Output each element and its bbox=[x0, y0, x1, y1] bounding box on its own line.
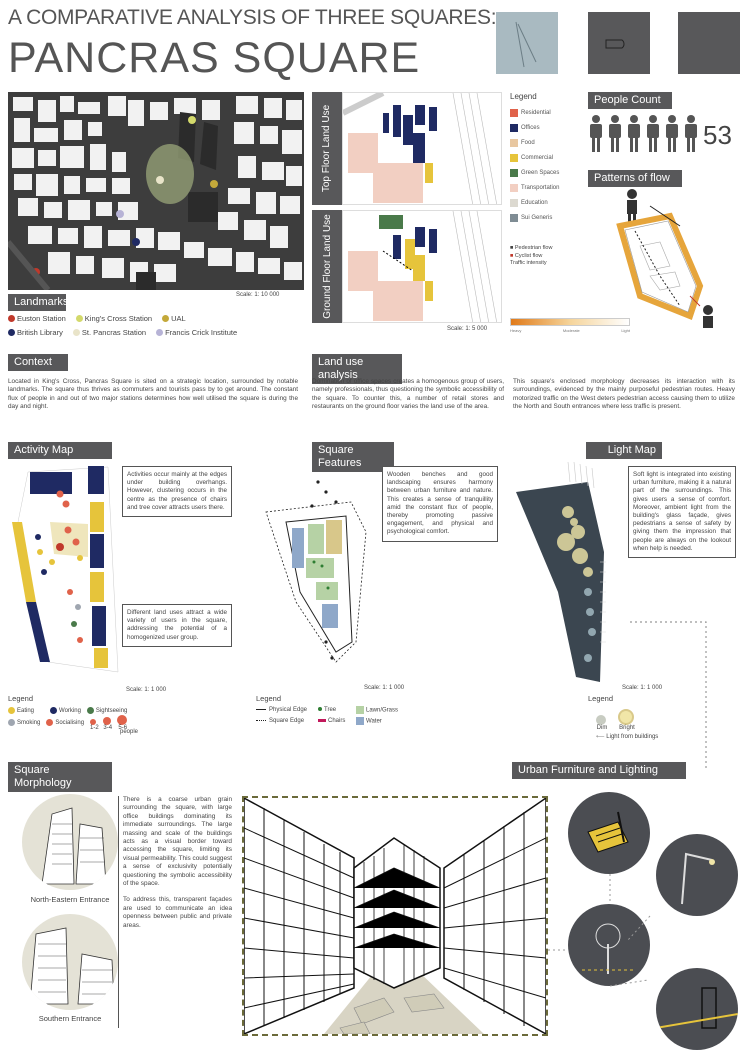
legend-green: Green Spaces bbox=[510, 165, 582, 180]
patterns-diagram bbox=[590, 186, 735, 336]
legend-socialising: Socialising bbox=[46, 719, 84, 726]
features-note: Wooden benches and good landscaping ensures harmony between urban furniture and nature. This creates a sense of tranquillity amid the constant flux of people, thereby promoting passive engagement, and physical and psychological comfort. bbox=[382, 466, 498, 542]
light-map bbox=[508, 462, 634, 687]
landuse-legend bbox=[510, 92, 582, 268]
features-map bbox=[256, 462, 386, 682]
furniture-header: Urban Furniture and Lighting bbox=[512, 762, 686, 779]
activity-header: Activity Map bbox=[8, 442, 112, 459]
legend-commercial: Commercial bbox=[510, 150, 582, 165]
landmarks-header: Landmarks bbox=[8, 294, 66, 311]
people-count-value: 53 bbox=[703, 120, 732, 150]
south-caption: Southern Entrance bbox=[38, 1014, 102, 1023]
legend-people-sizes: 1-2 3-4 5-6 bbox=[90, 715, 129, 731]
north-east-sketch bbox=[22, 794, 118, 890]
south-sketch bbox=[22, 914, 118, 1010]
legend-physical-edge: Physical Edge bbox=[256, 707, 318, 713]
supertitle: A COMPARATIVE ANALYSIS OF THREE SQUARES: bbox=[8, 6, 497, 29]
activity-note-2: Different land uses attract a wide variety of users in the square, addressing the potential of a homogenized user group. bbox=[122, 604, 232, 647]
landmark-item: St. Pancras Station bbox=[73, 328, 146, 337]
legend-offices: Offices bbox=[510, 120, 582, 135]
legend-square-edge: Square Edge bbox=[256, 718, 318, 724]
legend-working: Working bbox=[50, 707, 81, 714]
legend-sui-generis: Sui Generis bbox=[510, 210, 582, 225]
context-map-scale: Scale: 1: 10 000 bbox=[236, 292, 280, 298]
legend-eating: Eating bbox=[8, 707, 34, 714]
activity-note-1: Activities occur mainly at the edges under building overhangs. However, clustering occurs in the centre as the presence of chairs and tree cover attracts users there. bbox=[122, 466, 232, 517]
landuse-analysis-header: Land use analysis bbox=[312, 354, 402, 384]
features-legend bbox=[256, 694, 426, 725]
legend-pedestrian-flow: ■ Pedestrian flow bbox=[510, 245, 553, 251]
context-map bbox=[8, 92, 304, 290]
perspective-drawing bbox=[242, 796, 548, 1036]
gradient-labels: Heavy Moderate Light bbox=[510, 328, 630, 333]
landmark-item: British Library bbox=[8, 328, 63, 337]
activity-legend bbox=[8, 694, 178, 735]
features-scale: Scale: 1: 1 000 bbox=[364, 685, 405, 691]
context-header: Context bbox=[8, 354, 68, 371]
ground-floor-map bbox=[342, 210, 502, 323]
ground-floor-label: Ground Floor Land Use bbox=[312, 210, 342, 323]
activity-map bbox=[8, 462, 123, 687]
page-title: PANCRAS SQUARE bbox=[8, 34, 421, 82]
lightmap-header: Light Map bbox=[586, 442, 662, 459]
landuse-analysis-text-1: Domination of office spaces creates a homogenous group of users, namely professionals, thus questioning the symbolic accessibility of the square. To counter this, a number of retail stores and restaurants on the ground floor varies the land use of the area. bbox=[312, 378, 504, 411]
people-icons bbox=[588, 114, 700, 154]
legend-residential: Residential bbox=[510, 105, 582, 120]
furniture-connectors bbox=[548, 820, 744, 1020]
legend-tree: Tree bbox=[318, 707, 356, 713]
legend-title: Legend bbox=[8, 694, 34, 703]
landuse-analysis-text-2: This square's enclosed morphology decreases its interaction with its surroundings, evidenced by the mainly purposeful pedestrian routes. Heavy motorized traffic on the West deters pedestrian access causing them to utilize the North and South entrances where less traffic is present. bbox=[513, 378, 735, 411]
landuse-scale: Scale: 1: 5 000 bbox=[447, 326, 488, 332]
people-count-header: People Count bbox=[588, 92, 672, 109]
thumbnail-3 bbox=[678, 12, 740, 74]
landmark-item: Francis Crick Institute bbox=[156, 328, 237, 337]
legend-food: Food bbox=[510, 135, 582, 150]
legend-people-label: people bbox=[120, 729, 139, 735]
morphology-text-2: To address this, transparent façades are used to communicate an idea openness between public and private areas. bbox=[123, 896, 232, 929]
north-east-caption: North-Eastern Entrance bbox=[30, 895, 110, 904]
top-floor-label: Top Floor Land Use bbox=[312, 92, 342, 205]
legend-smoking: Smoking bbox=[8, 719, 40, 726]
legend-chairs: Chairs bbox=[318, 718, 356, 724]
legend-title: Legend bbox=[588, 694, 614, 703]
context-text: Located in King's Cross, Pancras Square is sited on a strategic location, surrounded by notable landmarks. The square thus thrives as commuters and tourists pass by to get around. The constant flux of people in and out of two major stations determines how well utilised the square is during the day and night. bbox=[8, 378, 298, 411]
legend-title: Legend bbox=[256, 694, 282, 703]
landmarks-legend bbox=[8, 312, 308, 338]
patterns-header: Patterns of flow bbox=[588, 170, 682, 187]
legend-water: Water bbox=[356, 717, 406, 725]
legend-title: Legend bbox=[510, 92, 537, 101]
landmark-item: UAL bbox=[162, 314, 186, 323]
morphology-text-1: There is a coarse urban grain surrounding the square, with large office buildings dominating its immediate surroundings. The large massing and scale of the buildings acts as a visual border toward accessing the square, limiting its visual permeability. This could suggest a sense of exclusivity potentially questioning the symbolic accessibility of the space. bbox=[123, 796, 232, 888]
legend-transportation: Transportation bbox=[510, 180, 582, 195]
thumbnail-2 bbox=[588, 12, 650, 74]
activity-scale: Scale: 1: 1 000 bbox=[126, 687, 167, 693]
legend-education: Education bbox=[510, 195, 582, 210]
landmark-item: Euston Station bbox=[8, 314, 66, 323]
legend-traffic: Traffic intensity bbox=[510, 260, 547, 266]
top-floor-map bbox=[342, 92, 502, 205]
lightmap-scale: Scale: 1: 1 000 bbox=[622, 685, 663, 691]
legend-dim: Dim bbox=[596, 715, 608, 731]
lightmap-legend bbox=[588, 694, 708, 740]
legend-bright: Bright bbox=[618, 709, 636, 731]
legend-sightseeing: Sightseeing bbox=[87, 707, 127, 714]
legend-building-light: ⟵ Light from buildings bbox=[596, 734, 659, 740]
thumbnail-1 bbox=[496, 12, 558, 74]
features-header: Square Features bbox=[312, 442, 394, 472]
legend-cyclist-flow: ■ Cyclist flow bbox=[510, 252, 543, 259]
lightmap-note: Soft light is integrated into existing urban furniture, making it a natural part of the surroundings. This gives users a sense of comfort. Moreover, ambient light from the building's glass façade, gives pedestrians a sense of safety by giving them the impression that people are always on the lookout when help is needed. bbox=[628, 466, 736, 558]
landmark-item: King's Cross Station bbox=[76, 314, 152, 323]
legend-lawn: Lawn/Grass bbox=[356, 706, 406, 714]
morphology-text-box bbox=[118, 796, 236, 1028]
morphology-header: Square Morphology bbox=[8, 762, 112, 792]
